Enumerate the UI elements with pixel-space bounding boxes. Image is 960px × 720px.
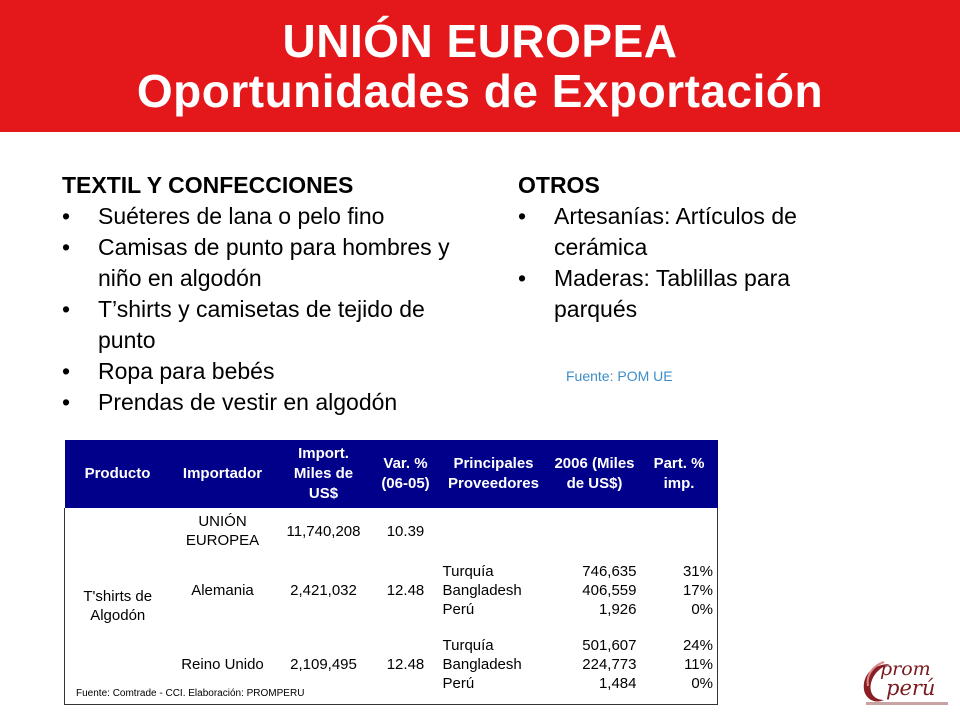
supplier-value: 406,559 xyxy=(582,581,637,599)
col-header-product: Producto xyxy=(65,440,171,508)
logo-tagline-bar xyxy=(866,702,948,705)
supplier-value: 1,484 xyxy=(598,675,637,693)
supplier-name: Bangladesh xyxy=(442,581,522,599)
supplier-value: 746,635 xyxy=(582,562,637,580)
col-header-variation: Var. % (06-05) xyxy=(373,440,439,508)
supplier-share: 11% xyxy=(684,656,713,674)
supplier-share: 0% xyxy=(691,675,713,693)
share-cell xyxy=(641,508,718,554)
others-heading: OTROS xyxy=(518,172,600,198)
title-line-1: UNIÓN EUROPEA xyxy=(282,15,678,67)
col-header-suppliers: Principales Proveedores xyxy=(439,440,549,508)
suppliers-cell xyxy=(439,554,549,626)
logo-text-peru: perú xyxy=(886,676,936,700)
logo-text-prom: prom xyxy=(880,658,931,680)
variation-cell: 10.39 xyxy=(386,522,425,540)
col-header-share: Part. % imp. xyxy=(641,440,718,508)
supplier-value: 1,926 xyxy=(598,600,637,618)
table-header-row xyxy=(65,440,718,508)
list-item: • Suéteres de lana o pelo fino xyxy=(62,201,472,232)
supplier-value: 501,607 xyxy=(582,637,637,655)
textiles-list xyxy=(62,201,472,418)
list-item: • Prendas de vestir en algodón xyxy=(62,387,472,418)
col-header-value-2006: 2006 (Miles de US$) xyxy=(549,440,641,508)
supplier-share: 0% xyxy=(691,600,713,618)
promperu-logo xyxy=(852,656,952,714)
value-2006-cell xyxy=(549,626,641,704)
value-2006-cell xyxy=(549,508,641,554)
import-value-cell: 2,421,032 xyxy=(290,581,357,599)
supplier-name: Turquía xyxy=(442,562,494,580)
importer-cell: Alemania xyxy=(191,581,254,599)
list-item: • Artesanías: Artículos de cerámica xyxy=(518,201,858,263)
source-note-comtrade: Fuente: Comtrade - CCI. Elaboración: PROMPERU xyxy=(76,688,305,699)
supplier-share: 31% xyxy=(682,562,713,580)
title-banner xyxy=(0,0,960,132)
supplier-name: Perú xyxy=(442,675,475,693)
supplier-share: 17% xyxy=(682,581,713,599)
supplier-name: Perú xyxy=(442,600,475,618)
source-note-pom: Fuente: POM UE xyxy=(566,368,673,384)
list-item: • Maderas: Tablillas para parqués xyxy=(518,263,858,325)
import-table xyxy=(64,440,718,705)
value-2006-cell xyxy=(549,554,641,626)
importer-cell: Reino Unido xyxy=(181,656,264,674)
suppliers-cell xyxy=(439,508,549,554)
import-value-cell: 2,109,495 xyxy=(290,656,357,674)
list-item: • Camisas de punto para hombres y niño en algodón xyxy=(62,232,472,294)
table-row xyxy=(65,508,718,554)
supplier-share: 24% xyxy=(682,637,713,655)
textiles-section xyxy=(62,170,472,418)
others-list xyxy=(518,201,858,325)
others-section xyxy=(518,170,858,325)
variation-cell: 12.48 xyxy=(386,581,425,599)
textiles-heading: TEXTIL Y CONFECCIONES xyxy=(62,172,354,198)
supplier-name: Bangladesh xyxy=(442,656,522,674)
list-item: • Ropa para bebés xyxy=(62,356,472,387)
col-header-import-value: Import. Miles de US$ xyxy=(275,440,373,508)
supplier-name: Turquía xyxy=(442,637,494,655)
list-item: • T’shirts y camisetas de tejido de punto xyxy=(62,294,472,356)
col-header-importer: Importador xyxy=(171,440,275,508)
variation-cell: 12.48 xyxy=(386,656,425,674)
suppliers-cell xyxy=(439,626,549,704)
share-cell xyxy=(641,554,718,626)
supplier-value: 224,773 xyxy=(582,656,637,674)
title-line-2: Oportunidades de Exportación xyxy=(136,65,824,117)
importer-cell: UNIÓN EUROPEA xyxy=(185,513,260,549)
import-value-cell: 11,740,208 xyxy=(286,522,361,540)
share-cell xyxy=(641,626,718,704)
product-cell: T'shirts de Algodón xyxy=(83,587,153,624)
